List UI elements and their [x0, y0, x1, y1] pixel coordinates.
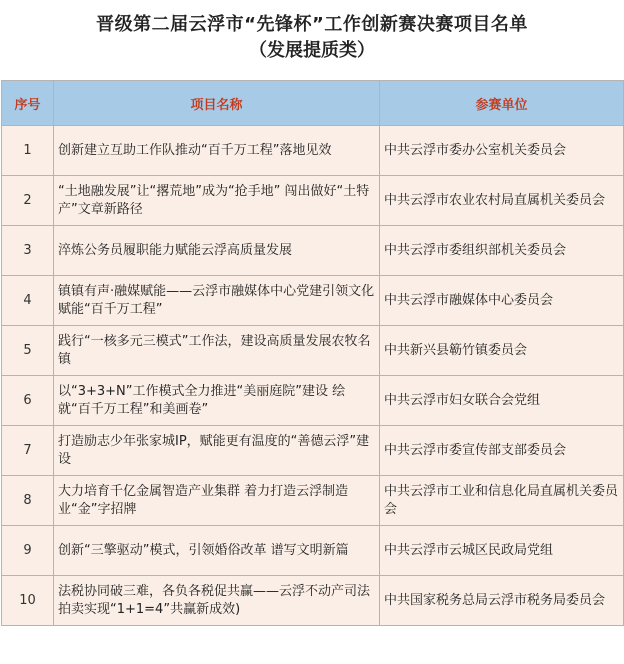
row-number: 3: [2, 226, 54, 276]
project-name: 大力培育千亿金属智造产业集群 着力打造云浮制造业“金”字招牌: [54, 476, 380, 526]
project-name: 践行“一核多元三模式”工作法，建设高质量发展农牧名镇: [54, 326, 380, 376]
project-name: 以“3+3+N”工作模式全力推进“美丽庭院”建设 绘就“百千万工程”和美画卷”: [54, 376, 380, 426]
participating-unit: 中共云浮市工业和信息化局直属机关委员会: [380, 476, 624, 526]
table-header-row: [2, 81, 624, 126]
row-number: 2: [2, 176, 54, 226]
table-row: [2, 276, 624, 326]
row-number: 5: [2, 326, 54, 376]
title-block: [0, 0, 624, 80]
table-row: [2, 476, 624, 526]
row-number: 8: [2, 476, 54, 526]
row-number: 6: [2, 376, 54, 426]
row-number: 9: [2, 526, 54, 576]
participating-unit: 中共云浮市融媒体中心委员会: [380, 276, 624, 326]
row-number: 10: [2, 576, 54, 626]
participating-unit: 中共云浮市妇女联合会党组: [380, 376, 624, 426]
project-table: [1, 80, 624, 626]
header-number: 序号: [2, 81, 54, 126]
participating-unit: 中共云浮市委组织部机关委员会: [380, 226, 624, 276]
table-row: [2, 576, 624, 626]
header-unit: 参赛单位: [380, 81, 624, 126]
table-row: [2, 176, 624, 226]
page-subtitle: （发展提质类）: [249, 40, 375, 61]
row-number: 7: [2, 426, 54, 476]
header-project-name: 项目名称: [54, 81, 380, 126]
table-row: [2, 226, 624, 276]
table-row: [2, 526, 624, 576]
project-name: 镇镇有声·融媒赋能——云浮市融媒体中心党建引领文化赋能“百千万工程”: [54, 276, 380, 326]
project-name: 打造励志少年张家城IP，赋能更有温度的“善德云浮”建设: [54, 426, 380, 476]
project-name: 创新“三擎驱动”模式，引领婚俗改革 谱写文明新篇: [54, 526, 380, 576]
project-name: 法税协同破三难，各负各税促共赢——云浮不动产司法拍卖实现“1+1=4”共赢新成效): [54, 576, 380, 626]
row-number: 4: [2, 276, 54, 326]
participating-unit: 中共新兴县簕竹镇委员会: [380, 326, 624, 376]
participating-unit: 中共云浮市云城区民政局党组: [380, 526, 624, 576]
participating-unit: 中共云浮市委办公室机关委员会: [380, 126, 624, 176]
participating-unit: 中共云浮市农业农村局直属机关委员会: [380, 176, 624, 226]
table-row: [2, 326, 624, 376]
table-row: [2, 426, 624, 476]
project-name: 创新建立互助工作队推动“百千万工程”落地见效: [54, 126, 380, 176]
participating-unit: 中共国家税务总局云浮市税务局委员会: [380, 576, 624, 626]
participating-unit: 中共云浮市委宣传部支部委员会: [380, 426, 624, 476]
row-number: 1: [2, 126, 54, 176]
project-name: 淬炼公务员履职能力赋能云浮高质量发展: [54, 226, 380, 276]
project-name: “土地融发展”让“撂荒地”成为“抢手地” 闯出做好“土特产”文章新路径: [54, 176, 380, 226]
table-row: [2, 126, 624, 176]
page-title: 晋级第二届云浮市“先锋杯”工作创新赛决赛项目名单: [96, 14, 528, 35]
table-row: [2, 376, 624, 426]
